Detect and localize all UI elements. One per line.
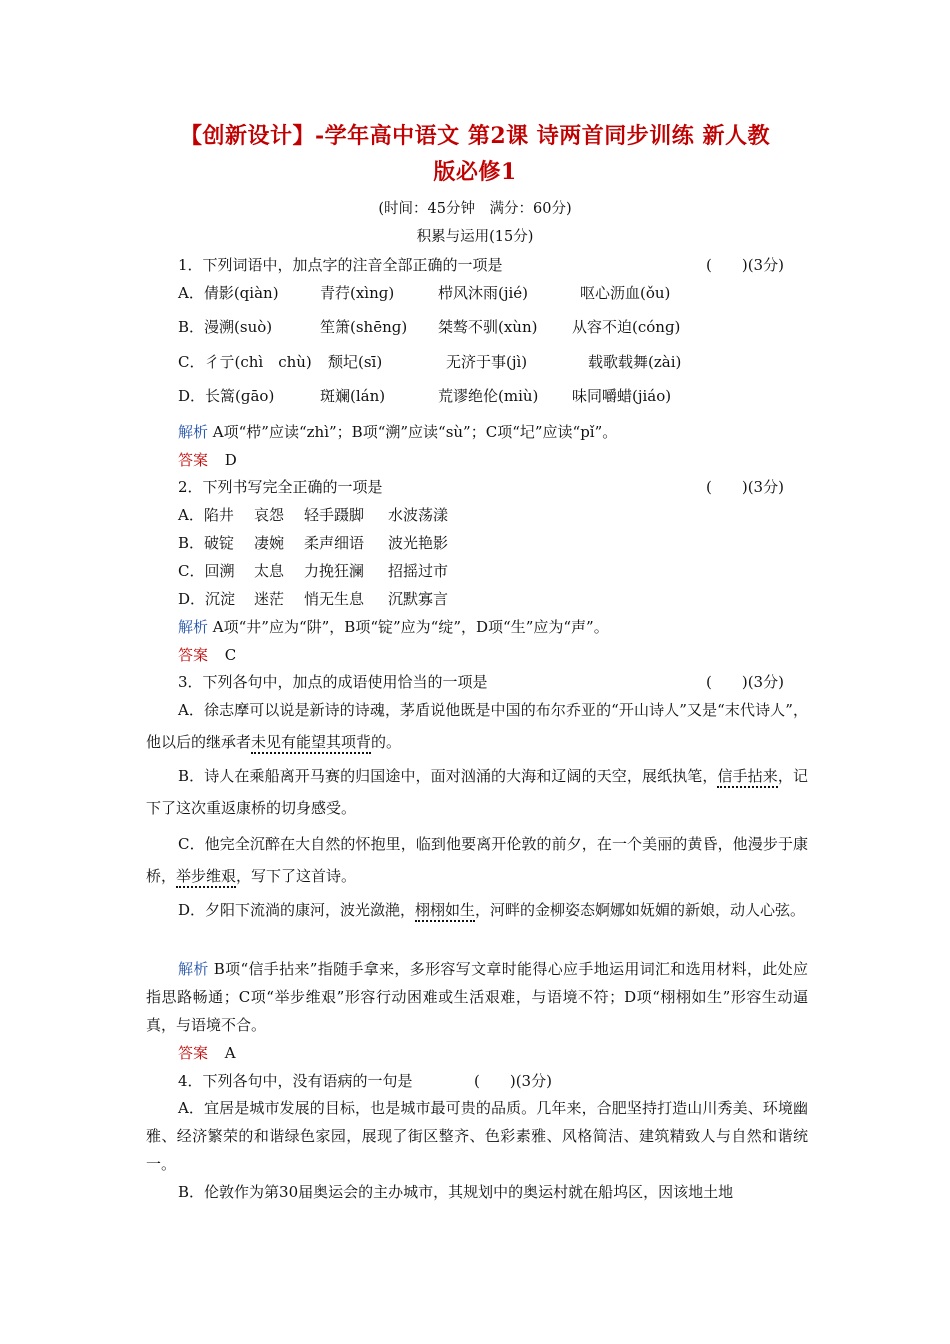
- q1-option-d-4: 味同嚼蜡(jiáo): [572, 387, 672, 405]
- q1-option-b-2: 笙箫(shēnɡ): [320, 318, 408, 336]
- analysis-text: B项“信手拈来”指随手拿来，多形容写文章时能得心应手地运用词汇和选用材料，此处应指思路畅通；C项“举步维艰”形容行动困难或生活艰难，与语境不符；D项“栩栩如生”形容生动逼真，与语境不合。: [146, 960, 808, 1034]
- q1-stem: 1．下列词语中，加点字的注音全部正确的一项是: [178, 256, 503, 274]
- idiom-b: 信手拈来: [717, 767, 777, 788]
- analysis-text: A项“井”应为“阱”，B项“锭”应为“绽”，D项“生”应为“声”。: [212, 618, 609, 636]
- q2-option-b-1: B．破锭: [178, 534, 235, 552]
- analysis-text: A项“栉”应读“zhì”；B项“溯”应读“sù”；C项“圮”应读“pǐ”。: [212, 423, 618, 441]
- q2-option-a-4: 水波荡漾: [388, 506, 449, 524]
- q3-answer: [178, 1043, 236, 1063]
- q2-stem: 2．下列书写完全正确的一项是: [178, 478, 383, 496]
- q3-option-d: D．夕阳下流淌的康河，波光潋滟，栩栩如生，河畔的金柳姿态婀娜如妩媚的新娘，动人心弦。: [146, 894, 808, 926]
- q1-option-c-2: 颓圮(sī): [328, 353, 383, 371]
- analysis-label: 解析: [178, 423, 209, 441]
- q4-stem: 4．下列各句中，没有语病的一句是: [178, 1072, 413, 1090]
- q3-option-c: C．他完全沉醉在大自然的怀抱里，临到他要离开伦敦的前夕，在一个美丽的黄昏，他漫步于康桥，举步维艰，写下了这首诗。: [146, 828, 808, 892]
- q1-option-d-3: 荒谬绝伦(miù): [438, 387, 539, 405]
- q1-option-a-3: 栉风沐雨(jié): [438, 284, 529, 302]
- q2-answer: [178, 645, 236, 665]
- q1-option-d-2: 斑斓(lán): [320, 387, 386, 405]
- analysis-label: 解析: [178, 960, 209, 978]
- q2-option-a-3: 轻手蹑脚: [304, 506, 365, 524]
- q2-option-c-3: 力挽狂澜: [304, 562, 365, 580]
- q1-score: ( )(3分): [706, 256, 784, 274]
- q2-option-a-1: A．陷井: [178, 506, 234, 524]
- answer-label: 答案: [178, 451, 209, 469]
- q2-option-d-2: 迷茫: [254, 590, 285, 608]
- section-heading: 积累与运用(15分): [416, 229, 534, 245]
- q1-option-a-4: 呕心沥血(ǒu): [580, 284, 671, 302]
- q1-option-a-1: A．倩影(qiàn): [178, 284, 279, 302]
- idiom-d: 栩栩如生: [415, 901, 475, 922]
- q4-score: ( )(3分): [474, 1072, 552, 1090]
- q1-option-b-3: 桀骜不驯(xùn): [438, 318, 538, 336]
- idiom-c: 举步维艰: [176, 867, 236, 888]
- analysis-label: 解析: [178, 618, 209, 636]
- q2-score: ( )(3分): [706, 478, 784, 496]
- q3-analysis: [146, 955, 808, 1039]
- answer-value: A: [224, 1044, 236, 1062]
- q1-option-b-4: 从容不迫(cónɡ): [572, 318, 681, 336]
- q1-answer: [178, 450, 237, 470]
- q3-stem: 3．下列各句中，加点的成语使用恰当的一项是: [178, 673, 488, 691]
- q2-option-b-2: 凄婉: [254, 534, 285, 552]
- q1-option-b-1: B．漫溯(suò): [178, 318, 273, 336]
- q1-option-c-4: 载歌载舞(zài): [588, 353, 682, 371]
- answer-label: 答案: [178, 1044, 209, 1062]
- time-info: (时间：45分钟 满分：60分): [378, 201, 572, 217]
- q2-option-c-2: 太息: [254, 562, 285, 580]
- page-title: 【创新设计】-学年高中语文 第2课 诗两首同步训练 新人教: [180, 123, 770, 149]
- q4-option-b: B．伦敦作为第30届奥运会的主办城市，其规划中的奥运村就在船坞区，因该地土地: [178, 1183, 734, 1201]
- q2-option-b-4: 波光艳影: [388, 534, 449, 552]
- q1-analysis: [178, 422, 617, 442]
- q2-option-c-4: 招摇过市: [388, 562, 449, 580]
- q2-option-d-4: 沉默寡言: [388, 590, 449, 608]
- q3-option-b: B．诗人在乘船离开马赛的归国途中，面对汹涌的大海和辽阔的天空，展纸执笔，信手拈来，记下了这次重返康桥的切身感受。: [146, 767, 808, 817]
- answer-value: D: [224, 451, 237, 469]
- q1-option-a-2: 青荇(xìnɡ): [320, 284, 395, 302]
- q1-option-c-1: C．彳亍(chì chù): [178, 353, 312, 371]
- q1-option-c-3: 无济于事(jì): [446, 353, 528, 371]
- answer-label: 答案: [178, 646, 209, 664]
- q2-option-d-3: 悄无生息: [304, 590, 365, 608]
- answer-value: C: [224, 646, 237, 664]
- q2-option-d-1: D．沉淀: [178, 590, 236, 608]
- q1-option-d-1: D．长篙(ɡāo): [178, 387, 275, 405]
- q2-option-c-1: C．回溯: [178, 562, 235, 580]
- q2-option-b-3: 柔声细语: [304, 534, 365, 552]
- q3-option-a: A．徐志摩可以说是新诗的诗魂，茅盾说他既是中国的布尔乔亚的“开山诗人”又是“末代诗人”，他以后的继承者未见有能望其项背的。: [146, 694, 808, 758]
- q2-analysis: [178, 617, 609, 637]
- q3-score: ( )(3分): [706, 673, 784, 691]
- q2-option-a-2: 哀怨: [254, 506, 285, 524]
- page-title-line2: 版必修1: [433, 159, 517, 185]
- q4-option-a: A．宜居是城市发展的目标，也是城市最可贵的品质。几年来，合肥坚持打造山川秀美、环境幽雅、经济繁荣的和谐绿色家园，展现了街区整齐、色彩素雅、风格简洁、建筑精致人与自然和谐统一。: [146, 1099, 808, 1173]
- idiom-a: 未见有能望其项背: [251, 733, 371, 754]
